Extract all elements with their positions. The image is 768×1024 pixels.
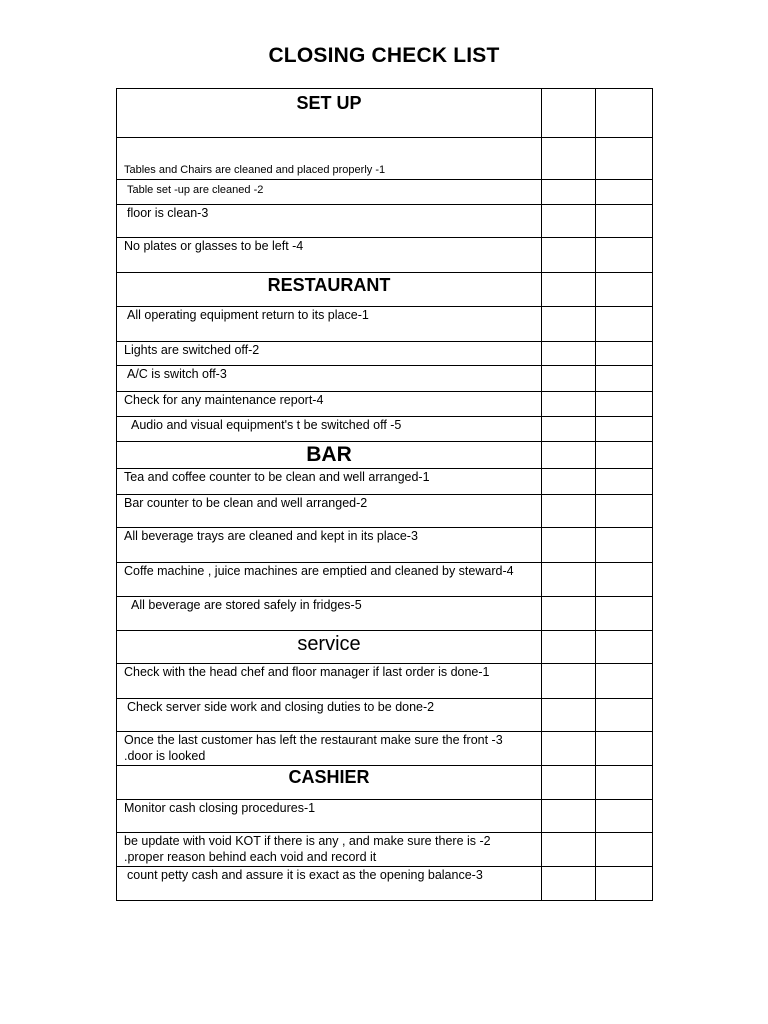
- table-row: [117, 699, 653, 732]
- check-cell-1[interactable]: [542, 528, 596, 563]
- check-cell-1[interactable]: [542, 417, 596, 442]
- page-title: CLOSING CHECK LIST: [268, 44, 500, 67]
- check-cell-1[interactable]: [542, 800, 596, 833]
- checklist-item: No plates or glasses to be left -4: [117, 238, 542, 273]
- checklist-item: Audio and visual equipment's t be switched off -5: [117, 417, 542, 442]
- checklist-item: Check for any maintenance report-4: [117, 392, 542, 417]
- checklist-item: Table set -up are cleaned -2: [117, 180, 542, 205]
- section-heading: RESTAURANT: [117, 273, 542, 307]
- section-heading: BAR: [117, 442, 542, 469]
- table-row: [117, 205, 653, 238]
- checklist-item: Monitor cash closing procedures-1: [117, 800, 542, 833]
- table-row: [117, 238, 653, 273]
- table-row: [117, 366, 653, 392]
- check-cell-2[interactable]: [596, 366, 653, 392]
- section-header-service: [117, 631, 653, 664]
- check-cell-1[interactable]: [542, 732, 596, 766]
- table-row: [117, 342, 653, 366]
- table-row: [117, 833, 653, 867]
- table-row: [117, 307, 653, 342]
- check-cell-2[interactable]: [596, 238, 653, 273]
- item-line: .proper reason behind each void and record it: [124, 850, 377, 864]
- check-cell-2[interactable]: [596, 307, 653, 342]
- checklist-item: Coffe machine , juice machines are emptied and cleaned by steward-4: [117, 563, 542, 597]
- check-cell-2[interactable]: [596, 766, 653, 800]
- check-cell-1[interactable]: [542, 495, 596, 528]
- check-cell-2[interactable]: [596, 597, 653, 631]
- checklist-item: count petty cash and assure it is exact as the opening balance-3: [117, 867, 542, 901]
- table-row: [117, 528, 653, 563]
- check-cell-2[interactable]: [596, 273, 653, 307]
- check-cell-1[interactable]: [542, 597, 596, 631]
- section-heading: SET UP: [117, 89, 542, 138]
- check-cell-1[interactable]: [542, 138, 596, 180]
- checklist-item: Check server side work and closing duties to be done-2: [117, 699, 542, 732]
- table-row: [117, 138, 653, 180]
- checklist-item: Tea and coffee counter to be clean and well arranged-1: [117, 469, 542, 495]
- check-cell-1[interactable]: [542, 205, 596, 238]
- check-cell-2[interactable]: [596, 417, 653, 442]
- check-cell-1[interactable]: [542, 307, 596, 342]
- check-cell-1[interactable]: [542, 180, 596, 205]
- section-heading: CASHIER: [117, 766, 542, 800]
- table-row: [117, 732, 653, 766]
- table-row: [117, 563, 653, 597]
- checklist-item: Tables and Chairs are cleaned and placed properly -1: [117, 138, 542, 180]
- checklist-item: Bar counter to be clean and well arranged-2: [117, 495, 542, 528]
- checklist-item: All beverage trays are cleaned and kept in its place-3: [117, 528, 542, 563]
- section-header-setup: [117, 89, 653, 138]
- check-cell-2[interactable]: [596, 392, 653, 417]
- item-line: Once the last customer has left the restaurant make sure the front -3: [124, 733, 503, 747]
- check-cell-1[interactable]: [542, 469, 596, 495]
- checklist-item: All beverage are stored safely in fridges-5: [117, 597, 542, 631]
- check-cell-2[interactable]: [596, 563, 653, 597]
- checklist-item: [117, 732, 542, 766]
- checklist-item: [117, 833, 542, 867]
- table-row: [117, 867, 653, 901]
- check-cell-1[interactable]: [542, 442, 596, 469]
- check-cell-2[interactable]: [596, 469, 653, 495]
- check-cell-2[interactable]: [596, 867, 653, 901]
- table-row: [117, 800, 653, 833]
- checklist-item: A/C is switch off-3: [117, 366, 542, 392]
- table-row: [117, 180, 653, 205]
- table-row: [117, 392, 653, 417]
- table-row: [117, 597, 653, 631]
- item-line: be update with void KOT if there is any , and make sure there is -2: [124, 834, 491, 848]
- check-cell-2[interactable]: [596, 732, 653, 766]
- check-cell-2[interactable]: [596, 631, 653, 664]
- checklist-item: All operating equipment return to its place-1: [117, 307, 542, 342]
- check-cell-1[interactable]: [542, 563, 596, 597]
- check-cell-2[interactable]: [596, 800, 653, 833]
- checklist-item: Check with the head chef and floor manager if last order is done-1: [117, 664, 542, 699]
- check-cell-1[interactable]: [542, 273, 596, 307]
- check-cell-2[interactable]: [596, 342, 653, 366]
- check-cell-1[interactable]: [542, 89, 596, 138]
- checklist-item: Lights are switched off-2: [117, 342, 542, 366]
- check-cell-1[interactable]: [542, 664, 596, 699]
- table-row: [117, 495, 653, 528]
- section-header-restaurant: [117, 273, 653, 307]
- table-row: [117, 664, 653, 699]
- check-cell-1[interactable]: [542, 833, 596, 867]
- check-cell-1[interactable]: [542, 366, 596, 392]
- check-cell-2[interactable]: [596, 664, 653, 699]
- check-cell-2[interactable]: [596, 205, 653, 238]
- check-cell-2[interactable]: [596, 138, 653, 180]
- check-cell-1[interactable]: [542, 867, 596, 901]
- check-cell-1[interactable]: [542, 238, 596, 273]
- table-row: [117, 469, 653, 495]
- section-header-cashier: [117, 766, 653, 800]
- check-cell-1[interactable]: [542, 631, 596, 664]
- section-heading: service: [117, 631, 542, 664]
- checklist-table: [116, 88, 653, 901]
- check-cell-1[interactable]: [542, 342, 596, 366]
- check-cell-2[interactable]: [596, 442, 653, 469]
- check-cell-2[interactable]: [596, 89, 653, 138]
- check-cell-2[interactable]: [596, 495, 653, 528]
- table-row: [117, 417, 653, 442]
- check-cell-1[interactable]: [542, 766, 596, 800]
- check-cell-2[interactable]: [596, 699, 653, 732]
- checklist-item: floor is clean-3: [117, 205, 542, 238]
- check-cell-1[interactable]: [542, 699, 596, 732]
- check-cell-2[interactable]: [596, 833, 653, 867]
- check-cell-2[interactable]: [596, 528, 653, 563]
- check-cell-1[interactable]: [542, 392, 596, 417]
- check-cell-2[interactable]: [596, 180, 653, 205]
- item-line: .door is looked: [124, 749, 206, 763]
- section-header-bar: [117, 442, 653, 469]
